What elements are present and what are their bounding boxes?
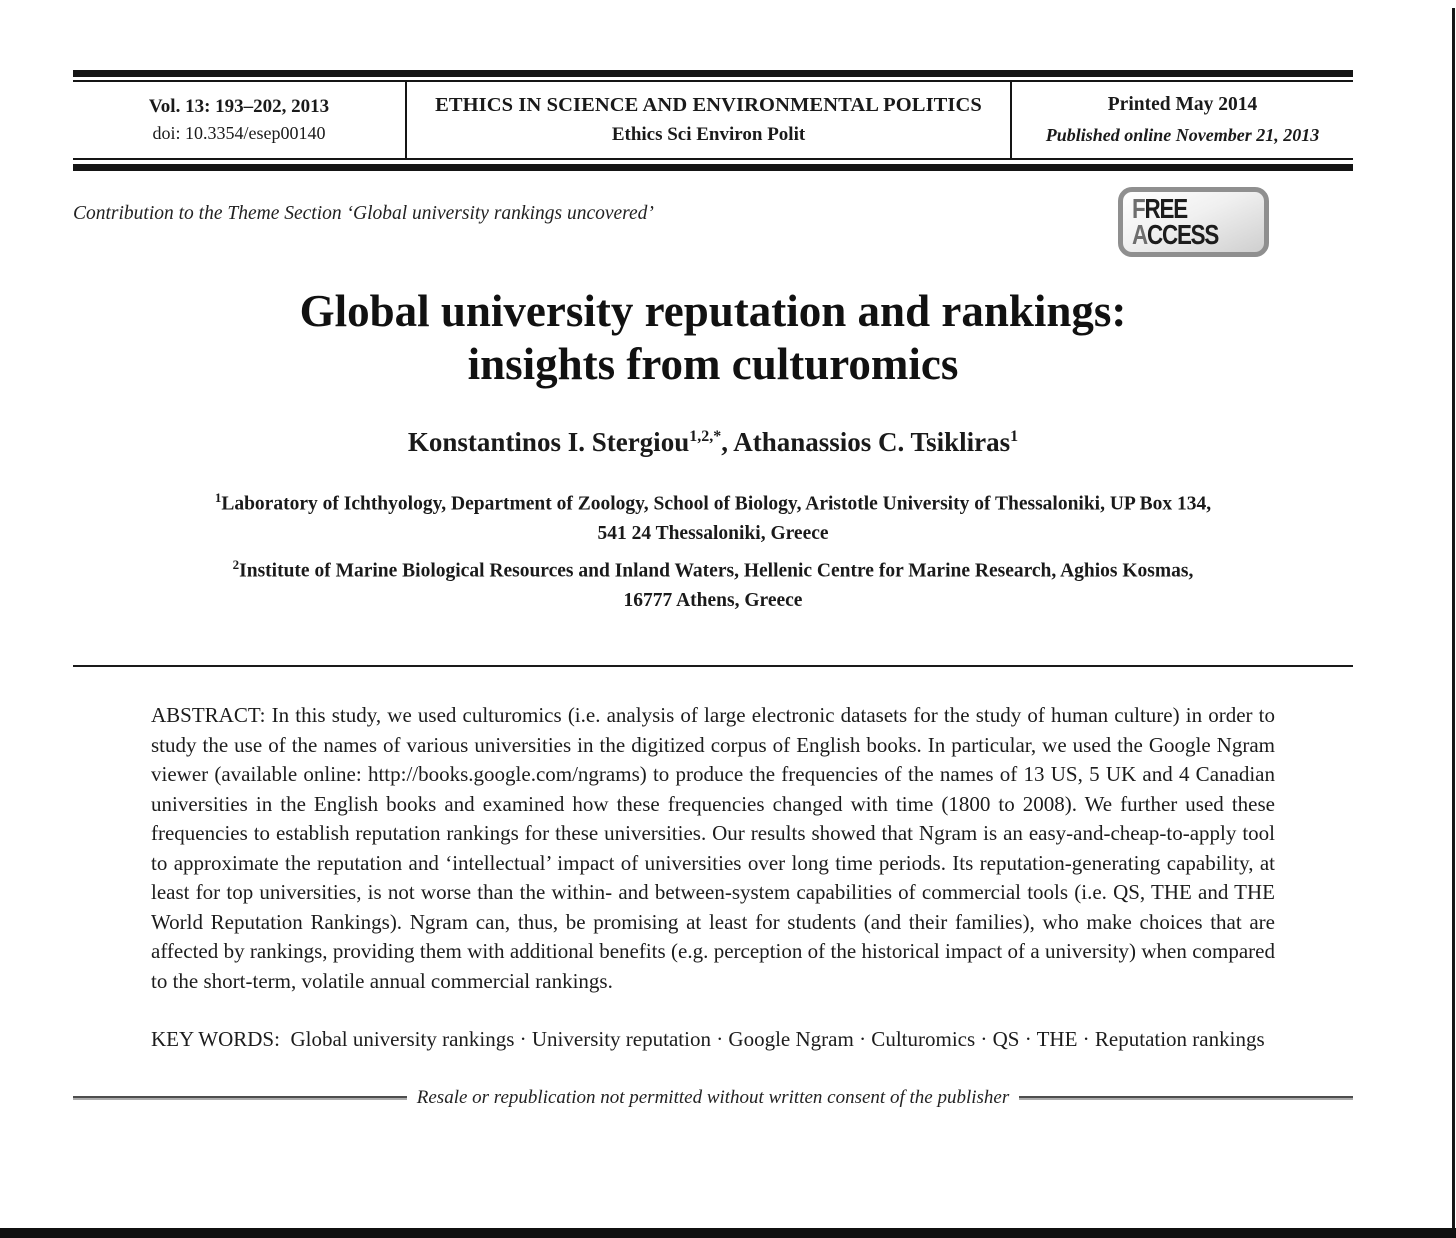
affiliation-2-line2: 16777 Athens, Greece xyxy=(623,589,803,611)
author-2-superscript: 1 xyxy=(1010,428,1019,446)
journal-title: ETHICS IN SCIENCE AND ENVIRONMENTAL POLITICS xyxy=(435,94,982,116)
keywords-paragraph xyxy=(73,1024,1353,1054)
free-access-line1-rest: REE xyxy=(1144,193,1187,225)
masthead-row xyxy=(73,82,1353,158)
abstract-body: In this study, we used culturomics (i.e. analysis of large electronic datasets for the study of human culture) in order to study the use of the names of various universities in the digitized corpus of English books. In particular, we used the Google Ngram viewer (available online: http://books.google.com/ngrams) to produce the frequencies of the names of 13 US, 5 UK and 4 Canadian universities in the English books and examined how these frequencies changed with time (1800 to 2008). We further used these frequencies to establish reputation rankings for these universities. Our results showed that Ngram is an easy-and-cheap-to-apply tool to approximate the reputation and ‘intellectual’ impact of universities over long time periods. Its reputation-generating capability, at least for top universities, is not worse than the within- and between-system capabilities of commercial tools (i.e. QS, THE and THE World Reputation Rankings). Ngram can, thus, be promising at least for students (and their families), who make choices that are affected by rankings, providing them with additional benefits (e.g. perception of the historical impact of a university) when compared to the short-term, volatile annual commercial rankings. xyxy=(151,703,1275,993)
affiliations xyxy=(73,488,1353,615)
page-content xyxy=(73,70,1353,1109)
affiliation-2-superscript: 2 xyxy=(232,557,240,573)
footer xyxy=(73,1087,1353,1109)
footer-copyright-note: Resale or republication not permitted without written consent of the publisher xyxy=(416,1086,1010,1108)
affiliation-1-text: Laboratory of Ichthyology, Department of Zoology, School of Biology, Aristotle University of Thessaloniki, UP Box 134, xyxy=(221,493,1212,515)
author-1-name: Konstantinos I. Stergiou xyxy=(407,427,690,458)
affiliation-2-line1 xyxy=(73,555,1353,586)
page-scan-edge-line xyxy=(1452,8,1455,1230)
affiliation-1-line2: 541 24 Thessaloniki, Greece xyxy=(597,522,829,544)
masthead-top-thick-rule xyxy=(73,70,1353,77)
paper-title-line1: Global university reputation and rankings: xyxy=(299,286,1127,336)
free-access-line1-lead: F xyxy=(1132,193,1145,225)
footer-rule-right xyxy=(1019,1096,1353,1100)
free-access-line2 xyxy=(1132,219,1233,250)
free-access-line2-lead: A xyxy=(1132,219,1147,250)
abstract-paragraph xyxy=(73,701,1353,996)
affiliation-2-text: Institute of Marine Biological Resources and Inland Waters, Hellenic Centre for Marine Research, Aghios Kosmas, xyxy=(239,560,1194,582)
author-2-name: Athanassios C. Tsikliras xyxy=(733,427,1011,458)
author-1-superscript: 1,2,* xyxy=(689,428,722,446)
free-access-badge xyxy=(1118,187,1269,257)
theme-section-note: Contribution to the Theme Section ‘Global university rankings uncovered’ xyxy=(73,203,654,224)
theme-row xyxy=(73,187,1353,257)
free-access-line2-rest: CCESS xyxy=(1146,219,1219,250)
keywords-list: Global university rankings · University reputation · Google Ngram · Culturomics · QS · THE · Reputation rankings xyxy=(290,1027,1265,1052)
affiliation-1-line1 xyxy=(73,488,1353,519)
masthead-bottom-thick-rule xyxy=(73,164,1353,171)
footer-rule-left xyxy=(73,1096,407,1100)
affiliation-1-superscript: 1 xyxy=(214,490,222,506)
masthead-dates-block xyxy=(1012,82,1353,158)
published-online-date: Published online November 21, 2013 xyxy=(1045,125,1320,145)
authors-separator: , xyxy=(721,427,734,458)
abstract-label: ABSTRACT: xyxy=(151,703,266,728)
masthead-journal-block xyxy=(405,82,1012,158)
page-scan-bottom-bar xyxy=(0,1228,1456,1238)
paper-title xyxy=(73,285,1353,391)
printed-date: Printed May 2014 xyxy=(1107,94,1258,115)
keywords-label: KEY WORDS: xyxy=(151,1027,280,1052)
volume-issue: Vol. 13: 193–202, 2013 xyxy=(148,96,330,117)
affiliation-1 xyxy=(73,488,1353,548)
paper-title-line2: insights from culturomics xyxy=(467,339,959,390)
affiliation-2 xyxy=(73,555,1353,615)
masthead-bottom-thin-rule xyxy=(73,158,1353,160)
journal-abbreviation: Ethics Sci Environ Polit xyxy=(611,124,806,145)
doi: doi: 10.3354/esep00140 xyxy=(152,123,326,143)
masthead-volume-block xyxy=(73,82,405,158)
authors-line xyxy=(73,427,1353,458)
masthead xyxy=(73,70,1353,171)
abstract-top-rule xyxy=(73,665,1353,667)
